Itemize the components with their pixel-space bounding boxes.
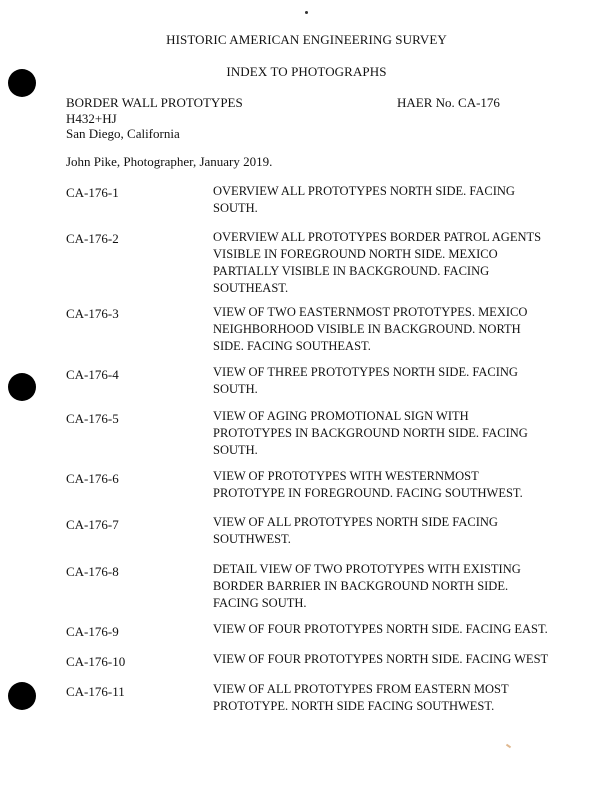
photo-id: CA-176-6 xyxy=(66,471,119,486)
photo-description xyxy=(213,304,553,355)
project-code: H432+HJ xyxy=(66,111,117,126)
haer-number: HAER No. CA-176 xyxy=(397,95,500,110)
description-line: SOUTHEAST. xyxy=(213,281,289,295)
photographer-line: John Pike, Photographer, January 2019. xyxy=(66,154,273,169)
photo-id: CA-176-5 xyxy=(66,411,119,426)
description-line: DETAIL VIEW OF TWO PROTOTYPES WITH EXISTING xyxy=(213,562,521,576)
description-line: SOUTHWEST. xyxy=(213,532,291,546)
description-line: PROTOTYPES IN BACKGROUND NORTH SIDE. FACING xyxy=(213,426,528,440)
description-line: SOUTH. xyxy=(213,382,258,396)
survey-title: HISTORIC AMERICAN ENGINEERING SURVEY xyxy=(166,32,447,47)
description-line: VIEW OF PROTOTYPES WITH WESTERNMOST xyxy=(213,469,479,483)
description-line: VISIBLE IN FOREGROUND NORTH SIDE. MEXICO xyxy=(213,247,498,261)
photo-id: CA-176-1 xyxy=(66,185,119,200)
photo-id: CA-176-7 xyxy=(66,517,119,532)
punch-hole-bottom xyxy=(8,682,36,710)
description-line: SOUTH. xyxy=(213,201,258,215)
photo-description xyxy=(213,561,553,612)
photo-description xyxy=(213,364,553,398)
project-location: San Diego, California xyxy=(66,126,180,141)
punch-hole-middle xyxy=(8,373,36,401)
scan-speck xyxy=(305,11,308,14)
description-line: NEIGHBORHOOD VISIBLE IN BACKGROUND. NORTH xyxy=(213,322,521,336)
photo-description xyxy=(213,621,553,638)
photo-id: CA-176-3 xyxy=(66,306,119,321)
description-line: PROTOTYPE. NORTH SIDE FACING SOUTHWEST. xyxy=(213,699,495,713)
description-line: OVERVIEW ALL PROTOTYPES BORDER PATROL AGENTS xyxy=(213,230,542,244)
description-line: FACING SOUTH. xyxy=(213,596,307,610)
description-line: VIEW OF ALL PROTOTYPES NORTH SIDE FACING xyxy=(213,515,498,529)
description-line: VIEW OF FOUR PROTOTYPES NORTH SIDE. FACING EAST. xyxy=(213,622,548,636)
description-line: PARTIALLY VISIBLE IN BACKGROUND. FACING xyxy=(213,264,490,278)
photo-description xyxy=(213,183,553,217)
description-line: SOUTH. xyxy=(213,443,258,457)
index-title: INDEX TO PHOTOGRAPHS xyxy=(226,64,387,79)
photo-description xyxy=(213,681,553,715)
photo-id: CA-176-11 xyxy=(66,684,125,699)
scan-mark xyxy=(506,744,511,749)
description-line: VIEW OF AGING PROMOTIONAL SIGN WITH xyxy=(213,409,469,423)
description-line: OVERVIEW ALL PROTOTYPES NORTH SIDE. FACING xyxy=(213,184,515,198)
photo-description xyxy=(213,408,553,459)
photo-description xyxy=(213,468,553,502)
description-line: BORDER BARRIER IN BACKGROUND NORTH SIDE. xyxy=(213,579,509,593)
photo-description xyxy=(213,229,553,297)
description-line: SIDE. FACING SOUTHEAST. xyxy=(213,339,371,353)
photo-id: CA-176-9 xyxy=(66,624,119,639)
description-line: VIEW OF TWO EASTERNMOST PROTOTYPES. MEXICO xyxy=(213,305,528,319)
description-line: PROTOTYPE IN FOREGROUND. FACING SOUTHWEST. xyxy=(213,486,523,500)
photo-id: CA-176-8 xyxy=(66,564,119,579)
photo-id: CA-176-2 xyxy=(66,231,119,246)
photo-description xyxy=(213,651,553,668)
photo-id: CA-176-10 xyxy=(66,654,126,669)
description-line: VIEW OF ALL PROTOTYPES FROM EASTERN MOST xyxy=(213,682,509,696)
project-name: BORDER WALL PROTOTYPES xyxy=(66,95,243,110)
photo-id: CA-176-4 xyxy=(66,367,119,382)
description-line: VIEW OF THREE PROTOTYPES NORTH SIDE. FACING xyxy=(213,365,518,379)
photo-description xyxy=(213,514,553,548)
description-line: VIEW OF FOUR PROTOTYPES NORTH SIDE. FACING WEST xyxy=(213,652,549,666)
